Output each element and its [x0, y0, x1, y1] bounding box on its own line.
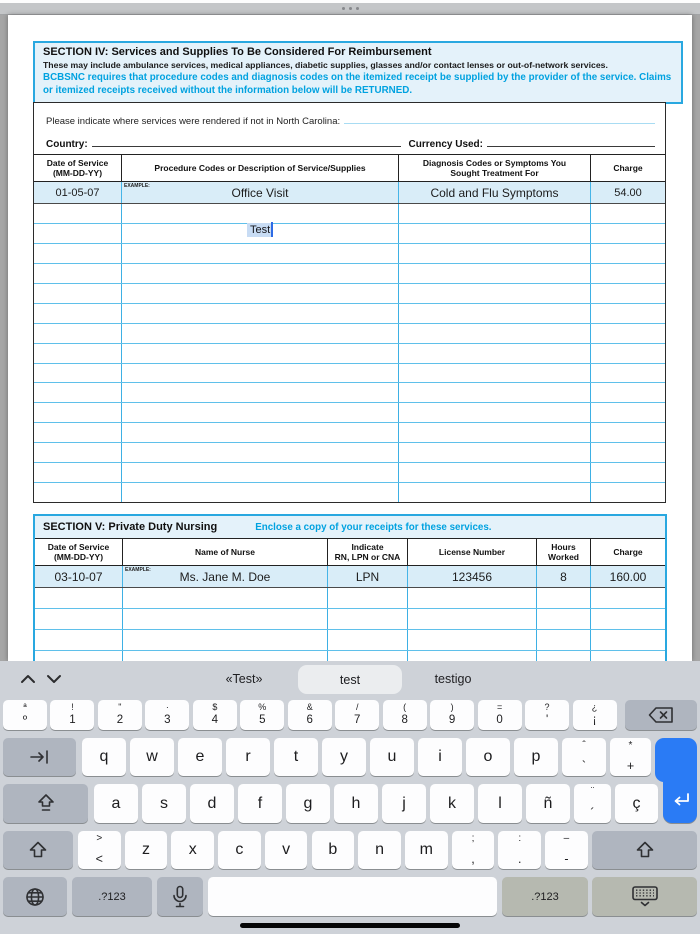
empty-cell[interactable] — [591, 463, 665, 482]
key-,[interactable] — [452, 831, 495, 869]
key-l[interactable] — [478, 784, 522, 823]
example-date: 03-10-07 — [35, 566, 123, 587]
key-label: d — [207, 794, 217, 812]
key-label: · 3 — [164, 702, 171, 726]
key-label: c — [235, 841, 244, 858]
empty-cell[interactable] — [35, 651, 123, 661]
caps-lock-icon — [35, 793, 57, 815]
empty-cell[interactable] — [123, 609, 328, 629]
key-label: & 6 — [306, 702, 313, 726]
empty-cell[interactable] — [537, 588, 591, 608]
key-n[interactable] — [358, 831, 401, 869]
document-page — [8, 15, 692, 661]
empty-cell[interactable] — [399, 383, 591, 402]
empty-cell[interactable] — [591, 483, 665, 502]
key-j[interactable] — [382, 784, 426, 823]
tab-icon — [28, 746, 52, 768]
empty-cell[interactable] — [591, 443, 665, 462]
empty-cell[interactable] — [399, 423, 591, 442]
empty-cell[interactable] — [122, 403, 399, 422]
key-c[interactable] — [218, 831, 261, 869]
space-key[interactable] — [208, 877, 497, 916]
empty-cell[interactable] — [408, 588, 537, 608]
table-row — [34, 383, 665, 403]
globe-icon — [25, 887, 45, 907]
currency-label: Currency Used: — [408, 139, 483, 150]
country-label: Country: — [46, 139, 88, 150]
empty-cell[interactable] — [122, 463, 399, 482]
key-3[interactable] — [145, 700, 189, 730]
key-.[interactable] — [498, 831, 541, 869]
empty-cell[interactable] — [591, 324, 665, 343]
ellipsis-grabber-icon[interactable] — [342, 7, 359, 10]
empty-cell[interactable] — [591, 264, 665, 283]
table-row — [34, 364, 665, 384]
table-row — [34, 224, 665, 244]
empty-cell[interactable] — [122, 304, 399, 323]
section4-title: SECTION IV: Services and Supplies To Be Considered For Reimbursement — [43, 46, 432, 58]
empty-cell[interactable] — [122, 364, 399, 383]
services-rendered-prompt: Please indicate where services were rendered if not in North Carolina: — [46, 116, 341, 127]
empty-cell[interactable] — [399, 483, 591, 502]
empty-cell[interactable] — [122, 423, 399, 442]
empty-cell[interactable] — [399, 443, 591, 462]
globe-key[interactable] — [3, 877, 67, 916]
table-row — [34, 403, 665, 423]
col-header-charge: Charge — [613, 162, 643, 173]
empty-cell[interactable] — [591, 284, 665, 303]
key-8[interactable] — [383, 700, 427, 730]
suggestion-bar — [0, 661, 700, 697]
key-7[interactable] — [335, 700, 379, 730]
empty-cell[interactable] — [34, 383, 122, 402]
dismiss-keyboard-key[interactable] — [592, 877, 697, 916]
key-9[interactable] — [430, 700, 474, 730]
empty-cell[interactable] — [591, 304, 665, 323]
key-label: e — [195, 748, 205, 765]
section5-body-rows — [35, 588, 665, 661]
table-row — [34, 244, 665, 264]
empty-cell[interactable] — [591, 403, 665, 422]
key-label: k — [448, 794, 456, 812]
key-label: ! 1 — [69, 702, 76, 726]
home-indicator[interactable] — [240, 923, 460, 928]
example-charge: 54.00 — [614, 186, 642, 199]
empty-cell[interactable] — [328, 588, 408, 608]
empty-cell[interactable] — [328, 651, 408, 661]
microphone-icon — [171, 885, 189, 909]
suggestion-selected[interactable]: test — [298, 665, 402, 694]
key-1[interactable] — [50, 700, 94, 730]
key-label: r — [245, 748, 251, 765]
key-ñ[interactable] — [526, 784, 570, 823]
active-text-entry[interactable] — [247, 222, 273, 237]
key-label: y — [340, 748, 348, 765]
empty-cell[interactable] — [328, 609, 408, 629]
empty-cell[interactable] — [34, 483, 122, 502]
key-b[interactable] — [312, 831, 355, 869]
col-header-date: Date of Service (MM-DD-YY) — [35, 539, 123, 565]
col-header-nurse: Name of Nurse — [123, 539, 328, 565]
table-row — [34, 344, 665, 364]
key-label: – - — [563, 833, 570, 866]
example-charge: 160.00 — [609, 569, 647, 584]
key-label: ¨ ´ — [590, 786, 595, 820]
empty-cell[interactable] — [34, 423, 122, 442]
key-label: p — [531, 748, 541, 765]
empty-cell[interactable] — [35, 630, 123, 650]
empty-cell[interactable] — [399, 244, 591, 263]
table-row — [34, 264, 665, 284]
example-date: 01-05-07 — [34, 182, 122, 203]
key-label: ; , — [471, 833, 475, 866]
empty-cell[interactable] — [399, 224, 591, 243]
empty-cell[interactable] — [537, 651, 591, 661]
example-diagnosis: Cold and Flu Symptoms — [399, 182, 591, 203]
key-`[interactable] — [562, 738, 606, 776]
key-a[interactable] — [94, 784, 138, 823]
key-y[interactable] — [322, 738, 366, 776]
table-row — [34, 463, 665, 483]
section4-body-rows — [34, 204, 665, 502]
empty-cell[interactable] — [34, 264, 122, 283]
section5-example-row — [35, 566, 665, 588]
key-m[interactable] — [405, 831, 448, 869]
table-row — [35, 630, 665, 651]
return-key[interactable] — [663, 776, 697, 823]
empty-cell[interactable] — [122, 443, 399, 462]
key-label: ˆ ` — [581, 740, 587, 773]
chevron-down-icon[interactable] — [44, 670, 64, 688]
empty-cell[interactable] — [408, 651, 537, 661]
empty-cell[interactable] — [408, 630, 537, 650]
example-label: EXAMPLE: — [125, 567, 151, 573]
key-h[interactable] — [334, 784, 378, 823]
key-label: a — [111, 794, 121, 812]
empty-cell[interactable] — [123, 630, 328, 650]
key-label: f — [257, 794, 263, 812]
key-d[interactable] — [190, 784, 234, 823]
empty-cell[interactable] — [34, 304, 122, 323]
key-label: m — [419, 841, 433, 858]
section5-box — [33, 514, 667, 661]
key-label: % 5 — [258, 702, 267, 726]
empty-cell[interactable] — [34, 344, 122, 363]
empty-cell[interactable] — [591, 224, 665, 243]
empty-cell[interactable] — [591, 364, 665, 383]
backspace-icon — [648, 706, 674, 724]
key-label: ( 8 — [401, 702, 408, 726]
empty-cell[interactable] — [408, 609, 537, 629]
key-+[interactable] — [610, 738, 651, 776]
key-<[interactable] — [78, 831, 121, 869]
empty-cell[interactable] — [537, 630, 591, 650]
table-row — [34, 483, 665, 502]
section4-example-row — [34, 182, 665, 204]
col-header-license: License Number — [408, 539, 537, 565]
key-label: v — [282, 841, 291, 858]
section4-table — [34, 154, 665, 502]
example-license: 123456 — [408, 566, 537, 587]
return-arrow-icon — [669, 791, 691, 809]
key-'[interactable] — [525, 700, 569, 730]
key-e[interactable] — [178, 738, 222, 776]
key-v[interactable] — [265, 831, 308, 869]
section4-description: These may include ambulance services, medical appliances, diabetic supplies, glasses and/or contact lenses or out-of-network services. — [43, 60, 608, 70]
empty-cell[interactable] — [34, 324, 122, 343]
empty-cell[interactable] — [122, 264, 399, 283]
empty-cell[interactable] — [122, 284, 399, 303]
empty-cell[interactable] — [591, 383, 665, 402]
col-header-procedure: Procedure Codes or Description of Service/Supplies — [122, 155, 399, 181]
col-header-diagnosis: Diagnosis Codes or Symptoms You Sought Treatment For — [399, 155, 591, 181]
onscreen-keyboard — [0, 661, 700, 934]
key-¡[interactable] — [573, 700, 617, 730]
empty-cell[interactable] — [399, 264, 591, 283]
key-label: > < — [95, 833, 103, 866]
key-label: l — [498, 794, 502, 812]
key-label: w — [146, 748, 158, 765]
key-label: : . — [517, 833, 522, 866]
key-label: / 7 — [354, 702, 361, 726]
key-label: ) 9 — [448, 702, 456, 726]
keyboard-dismiss-icon — [632, 886, 658, 907]
empty-cell[interactable] — [591, 630, 665, 650]
empty-cell[interactable] — [591, 423, 665, 442]
empty-cell[interactable] — [34, 244, 122, 263]
example-indicate: LPN — [328, 566, 408, 587]
key-label: * + — [626, 740, 635, 773]
empty-cell[interactable] — [399, 463, 591, 482]
numbers-key-left[interactable] — [72, 877, 152, 916]
empty-cell[interactable] — [35, 588, 123, 608]
key-label: ¿ ¡ — [591, 702, 598, 726]
empty-cell[interactable] — [34, 364, 122, 383]
empty-cell[interactable] — [399, 304, 591, 323]
empty-cell[interactable] — [591, 651, 665, 661]
key-label: o — [483, 748, 493, 765]
empty-cell[interactable] — [591, 609, 665, 629]
section5-header-bar — [35, 516, 665, 538]
empty-cell[interactable] — [34, 463, 122, 482]
empty-cell[interactable] — [591, 204, 665, 223]
key-label: u — [387, 748, 397, 765]
dictation-key[interactable] — [157, 877, 203, 916]
section4-header-box — [33, 41, 683, 104]
tab-key[interactable] — [3, 738, 76, 776]
key-f[interactable] — [238, 784, 282, 823]
table-row — [35, 609, 665, 630]
table-row — [34, 304, 665, 324]
key-label: " 2 — [116, 702, 124, 726]
empty-cell[interactable] — [122, 383, 399, 402]
key-label: s — [160, 794, 168, 812]
empty-cell[interactable] — [399, 284, 591, 303]
empty-cell[interactable] — [537, 609, 591, 629]
key-z[interactable] — [125, 831, 168, 869]
empty-cell[interactable] — [122, 344, 399, 363]
key-label: z — [141, 841, 150, 858]
shift-icon — [634, 840, 656, 860]
backspace-key[interactable] — [625, 700, 697, 730]
table-row — [34, 284, 665, 304]
key-label: $ 4 — [211, 702, 219, 726]
key-label: ? ' — [544, 702, 550, 726]
key--[interactable] — [545, 831, 588, 869]
numbers-key-right[interactable] — [502, 877, 588, 916]
suggestion-literal[interactable]: «Test» — [225, 672, 263, 686]
key-label: ç — [632, 794, 641, 812]
col-header-date: Date of Service (MM-DD-YY) — [34, 155, 122, 181]
chevron-up-icon[interactable] — [18, 670, 38, 688]
entry-text[interactable]: Test — [247, 223, 271, 237]
key-label: .?123 — [98, 890, 126, 903]
key-4[interactable] — [193, 700, 237, 730]
table-row — [34, 204, 665, 224]
col-header-indicate: Indicate RN, LPN or CNA — [328, 539, 408, 565]
key-i[interactable] — [418, 738, 462, 776]
section4-form-box — [33, 102, 666, 503]
key-label: x — [188, 841, 197, 858]
empty-cell[interactable] — [123, 651, 328, 661]
key-label: q — [99, 748, 109, 765]
empty-cell[interactable] — [122, 483, 399, 502]
table-row — [35, 588, 665, 609]
example-nurse: EXAMPLE: Ms. Jane M. Doe — [123, 566, 328, 587]
currency-blank[interactable] — [487, 135, 655, 147]
empty-cell[interactable] — [399, 364, 591, 383]
empty-cell[interactable] — [328, 630, 408, 650]
key-k[interactable] — [430, 784, 474, 823]
services-rendered-blank[interactable] — [344, 112, 655, 124]
key-label: j — [402, 794, 406, 812]
key-0[interactable] — [478, 700, 522, 730]
section5-subtitle: Enclose a copy of your receipts for these services. — [255, 521, 492, 533]
key-label: .?123 — [531, 890, 559, 903]
caps-lock-key[interactable] — [3, 784, 88, 823]
empty-cell[interactable] — [34, 403, 122, 422]
empty-cell[interactable] — [34, 443, 122, 462]
empty-cell[interactable] — [399, 204, 591, 223]
key-label: b — [328, 841, 338, 858]
shift-icon — [27, 840, 49, 860]
key-6[interactable] — [288, 700, 332, 730]
key-p[interactable] — [514, 738, 558, 776]
empty-cell[interactable] — [123, 588, 328, 608]
key-x[interactable] — [171, 831, 214, 869]
key-ç[interactable] — [615, 784, 658, 823]
example-description: EXAMPLE: Office Visit — [122, 182, 399, 203]
empty-cell[interactable] — [399, 344, 591, 363]
key-2[interactable] — [98, 700, 142, 730]
key-´[interactable] — [574, 784, 611, 823]
empty-cell[interactable] — [591, 588, 665, 608]
empty-cell[interactable] — [122, 324, 399, 343]
key-s[interactable] — [142, 784, 186, 823]
key-label: n — [375, 841, 385, 858]
key-label: i — [438, 748, 442, 765]
empty-cell[interactable] — [399, 403, 591, 422]
key-g[interactable] — [286, 784, 330, 823]
key-w[interactable] — [130, 738, 174, 776]
section4-notice: BCBSNC requires that procedure codes and diagnosis codes on the itemized receipt be supplied by the provider of the service. Claims or itemized receipts received without the information below will be RETURNED. — [43, 72, 672, 96]
section4-table-header — [34, 154, 665, 182]
section5-table — [35, 538, 665, 661]
empty-cell[interactable] — [34, 284, 122, 303]
table-row — [35, 651, 665, 661]
text-caret — [271, 222, 273, 237]
country-blank[interactable] — [92, 135, 401, 147]
example-label: EXAMPLE: — [124, 183, 150, 189]
key-label: ª º — [22, 702, 28, 726]
empty-cell[interactable] — [591, 344, 665, 363]
empty-cell[interactable] — [122, 204, 399, 223]
key-5[interactable] — [240, 700, 284, 730]
section5-title: SECTION V: Private Duty Nursing — [43, 521, 218, 533]
key-o[interactable] — [466, 738, 510, 776]
suggestion-alternate[interactable]: testigo — [434, 672, 472, 686]
title-bar — [0, 3, 700, 15]
key-t[interactable] — [274, 738, 318, 776]
empty-cell[interactable] — [34, 204, 122, 223]
key-label: h — [351, 794, 361, 812]
empty-cell[interactable] — [122, 244, 399, 263]
table-row — [34, 423, 665, 443]
key-r[interactable] — [226, 738, 270, 776]
key-q[interactable] — [82, 738, 126, 776]
key-label: g — [303, 794, 313, 812]
key-label: t — [293, 748, 299, 765]
example-hours: 8 — [537, 566, 591, 587]
key-label: = 0 — [496, 702, 503, 726]
col-header-hours: Hours Worked — [537, 539, 591, 565]
empty-cell[interactable] — [34, 224, 122, 243]
shift-left-key[interactable] — [3, 831, 73, 869]
key-label: ñ — [543, 794, 553, 812]
table-row — [34, 443, 665, 463]
key-º[interactable] — [3, 700, 47, 730]
shift-right-key[interactable] — [592, 831, 697, 869]
key-u[interactable] — [370, 738, 414, 776]
empty-cell[interactable] — [399, 324, 591, 343]
empty-cell[interactable] — [35, 609, 123, 629]
col-header-charge: Charge — [613, 546, 643, 557]
table-row — [34, 324, 665, 344]
empty-cell[interactable] — [591, 244, 665, 263]
section5-table-header — [35, 538, 665, 566]
